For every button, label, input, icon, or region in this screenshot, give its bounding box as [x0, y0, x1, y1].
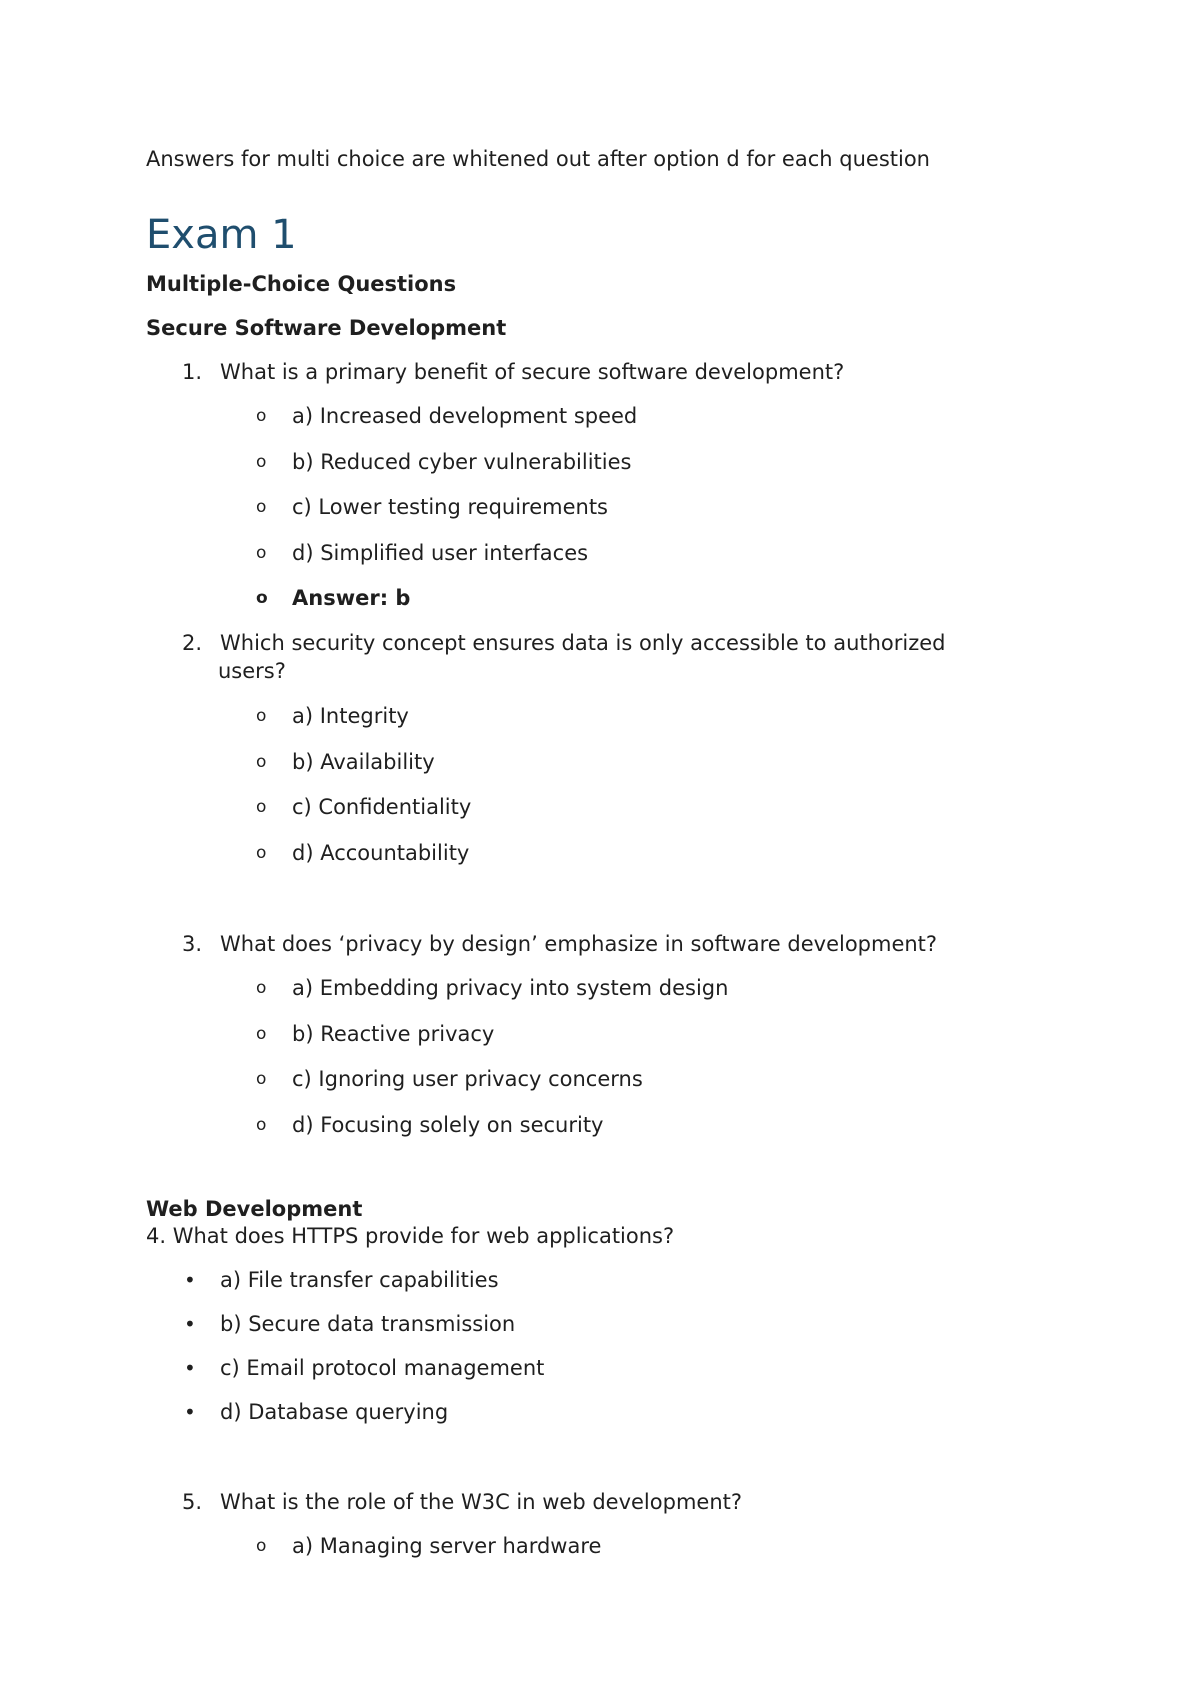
section-title-secure-software: Secure Software Development	[146, 316, 507, 340]
option: a) Embedding privacy into system design	[292, 976, 729, 1000]
option: a) Managing server hardware	[292, 1534, 602, 1558]
option: b) Availability	[292, 750, 435, 774]
circle-bullet-icon: o	[256, 797, 267, 817]
circle-bullet-icon: o	[256, 406, 267, 426]
option: d) Simplified user interfaces	[292, 541, 589, 565]
question-text: What is a primary benefit of secure software development?	[220, 360, 845, 384]
dot-bullet-icon: •	[184, 1356, 196, 1380]
circle-bullet-icon: o	[256, 978, 267, 998]
question-text: What is the role of the W3C in web development?	[220, 1490, 743, 1514]
question-text: Which security concept ensures data is only accessible to authorized	[220, 631, 946, 655]
circle-bullet-icon: o	[256, 1115, 267, 1135]
dot-bullet-icon: •	[184, 1400, 196, 1424]
circle-bullet-icon: o	[256, 497, 267, 517]
circle-bullet-icon: o	[256, 1536, 267, 1556]
option: a) Increased development speed	[292, 404, 638, 428]
section-heading: Multiple-Choice Questions	[146, 272, 457, 296]
option: b) Reactive privacy	[292, 1022, 495, 1046]
option: b) Secure data transmission	[220, 1312, 516, 1336]
question-number: 5.	[181, 1490, 202, 1514]
question-number: 3.	[181, 932, 202, 956]
option: d) Accountability	[292, 841, 470, 865]
circle-bullet-icon: o	[256, 543, 267, 563]
circle-bullet-icon: o	[256, 752, 267, 772]
circle-bullet-icon: o	[256, 843, 267, 863]
circle-bullet-icon: o	[256, 1024, 267, 1044]
question-number: 2.	[181, 631, 202, 655]
option: b) Reduced cyber vulnerabilities	[292, 450, 632, 474]
intro-note: Answers for multi choice are whitened out after option d for each question	[146, 147, 930, 171]
question-text: What does ‘privacy by design’ emphasize in software development?	[220, 932, 938, 956]
circle-bullet-icon: o	[256, 706, 267, 726]
dot-bullet-icon: •	[184, 1268, 196, 1292]
option: c) Email protocol management	[220, 1356, 545, 1380]
question-number: 1.	[181, 360, 202, 384]
dot-bullet-icon: •	[184, 1312, 196, 1336]
circle-bullet-icon: o	[256, 1069, 267, 1089]
option: a) File transfer capabilities	[220, 1268, 499, 1292]
option: d) Focusing solely on security	[292, 1113, 604, 1137]
section-title-web-development: Web Development	[146, 1197, 363, 1221]
option: c) Lower testing requirements	[292, 495, 608, 519]
option: d) Database querying	[220, 1400, 449, 1424]
question-text-continued: users?	[218, 659, 286, 683]
question-text: 4. What does HTTPS provide for web applications?	[146, 1224, 675, 1248]
exam-title: Exam 1	[146, 212, 297, 258]
answer: Answer: b	[292, 586, 411, 610]
circle-bullet-icon: o	[256, 452, 267, 472]
option: c) Ignoring user privacy concerns	[292, 1067, 643, 1091]
option: c) Confidentiality	[292, 795, 472, 819]
circle-bullet-icon: o	[256, 588, 268, 608]
option: a) Integrity	[292, 704, 409, 728]
